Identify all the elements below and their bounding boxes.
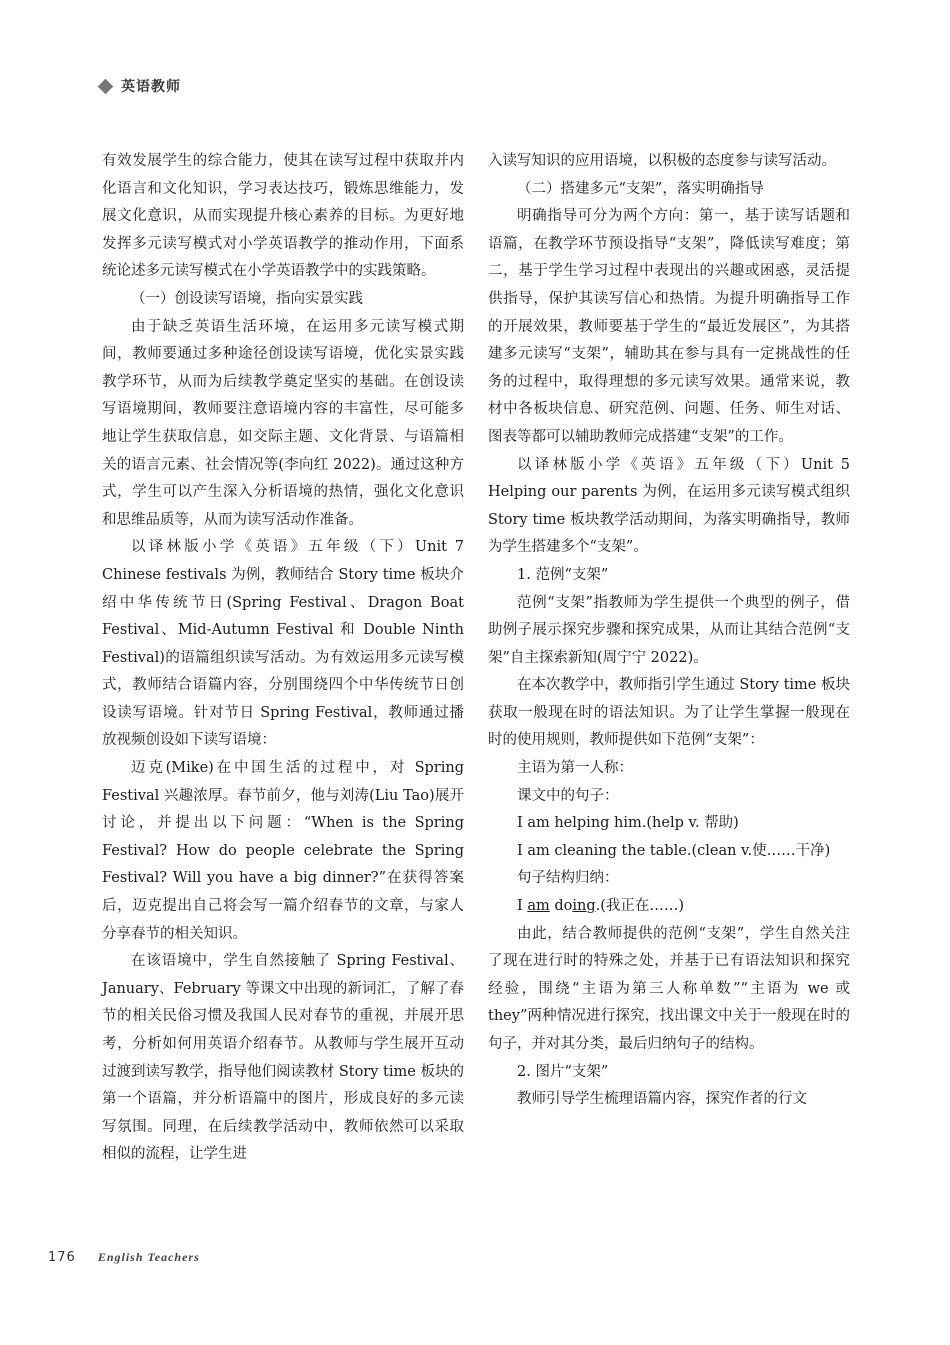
paragraph: 由此，结合教师提供的范例“支架”，学生自然关注了现在进行时的特殊之处，并基于已有语法知识和探究经验，围绕“主语为第三人称单数”“主语为 we 或 they”两种情况进行探究，找出课文中关于一般现在时的句子，并对其分类，最后归纳句子的结构。 <box>488 925 850 1052</box>
paragraph: 以译林版小学《英语》五年级（下）Unit 5 Helping our parents 为例，在运用多元读写模式组织 Story time 板块教学活动期间，为落实明确指导，教师为学生搭建多个“支架”。 <box>488 456 850 556</box>
section-heading-2: （二）搭建多元“支架”，落实明确指导 <box>517 180 764 197</box>
running-header <box>100 76 181 96</box>
paragraph: 明确指导可分为两个方向：第一，基于读写话题和语篇，在教学环节预设指导“支架”，降低读写难度；第二，基于学生学习过程中表现出的兴趣或困惑，灵活提供指导，保护其读写信心和热情。为提升明确指导工作的开展效果，教师要基于学生的“最近发展区”，为其搭建多元读写“支架”，辅助其在参与具有一定挑战性的任务的过程中，取得理想的多元读写效果。通常来说，教材中各板块信息、研究范例、问题、任务、师生对话、图表等都可以辅助教师完成搭建“支架”的工作。 <box>488 208 850 445</box>
paragraph: 教师引导学生梳理语篇内容，探究作者的行文 <box>517 1091 807 1108</box>
example-line: I am helping him.(help v. 帮助) <box>517 815 739 832</box>
scenario-paragraph: 迈克(Mike)在中国生活的过程中，对 Spring Festival 兴趣浓厚。春节前夕，他与刘涛(Liu Tao)展开讨论，并提出以下问题：“When is the Spring Festival? How do people celebrate the Spring Festival? Will you have a big dinner?”在获得答案后，迈克提出自己将会写一篇介绍春节的文章，与家人分享春节的相关知识。 <box>102 760 464 942</box>
example-line: 主语为第一人称： <box>517 760 633 777</box>
paragraph: 由于缺乏英语生活环境，在运用多元读写模式期间，教师要通过多种途径创设读写语境，优化实景实践教学环节，从而为后续教学奠定坚实的基础。在创设读写语境期间，教师要注意语境内容的丰富性，尽可能多地让学生获取信息，如交际主题、文化背景、与语篇相关的语言元素、社会情况等(李向红 2022)。通过这种方式，学生可以产生深入分析语境的热情，强化文化意识和思维品质等，从而为读写活动作准备。 <box>102 318 464 528</box>
page-number: 176 <box>48 1250 76 1265</box>
paragraph: 范例“支架”指教师为学生提供一个典型的例子，借助例子展示探究步骤和探究成果，从而让其结合范例“支架”自主探索新知(周宁宁 2022)。 <box>488 594 850 666</box>
section-heading-1: （一）创设读写语境，指向实景实践 <box>131 290 363 307</box>
example-text: do <box>549 898 573 915</box>
diamond-icon <box>98 78 114 94</box>
paragraph: 以译林版小学《英语》五年级（下）Unit 7 Chinese festivals 为例，教师结合 Story time 板块介绍中华传统节日(Spring Festival、Dragon Boat Festival、Mid-Autumn Festival 和 Double Ninth Festival)的语篇组织读写活动。为有效运用多元读写模式，教师结合语篇内容，分别围绕四个中华传统节日创设读写语境。针对节日 Spring Festival，教师通过播放视频创设如下读写语境： <box>102 539 464 749</box>
underlined-text: am <box>527 898 550 915</box>
right-column <box>488 148 850 1114</box>
paragraph: 在该语境中，学生自然接触了 Spring Festival、January、February 等课文中出现的新词汇，了解了春节的相关民俗习惯及我国人民对春节的重视，并展开思考，分析如何用英语介绍春节。从教师与学生展开互动过渡到读写教学，指导他们阅读教材 Story time 板块的第一个语篇，并分析语篇中的图片，形成良好的多元读写氛围。同理，在后续教学活动中，教师依然可以采取相似的流程，让学生进 <box>102 953 464 1163</box>
example-text: .(我正在……) <box>595 898 685 915</box>
paragraph: 有效发展学生的综合能力，使其在读写过程中获取并内化语言和文化知识，学习表达技巧，锻炼思维能力，发展文化意识，从而实现提升核心素养的目标。为更好地发挥多元读写模式对小学英语教学的推动作用，下面系统论述多元读写模式在小学英语教学中的实践策略。 <box>102 153 464 280</box>
subheading-picture-scaffold: 2. 图片“支架” <box>517 1063 609 1080</box>
left-column <box>102 148 464 1169</box>
example-text: I <box>517 898 528 915</box>
journal-header-title: 英语教师 <box>121 79 181 95</box>
underlined-text: ing <box>572 898 596 915</box>
page-footer <box>48 1250 200 1265</box>
paragraph: 入读写知识的应用语境，以积极的态度参与读写活动。 <box>488 153 836 169</box>
journal-name: English Teachers <box>97 1250 200 1264</box>
example-line: 句子结构归纳： <box>517 870 619 887</box>
paragraph: 在本次教学中，教师指引学生通过 Story time 板块获取一般现在时的语法知识。为了让学生掌握一般现在时的使用规则，教师提供如下范例“支架”： <box>488 677 850 749</box>
subheading-example-scaffold: 1. 范例“支架” <box>517 566 609 583</box>
example-line: I am cleaning the table.(clean v.使……干净) <box>517 842 831 859</box>
example-line: 课文中的句子： <box>517 787 619 804</box>
example-structure-line <box>488 893 850 921</box>
